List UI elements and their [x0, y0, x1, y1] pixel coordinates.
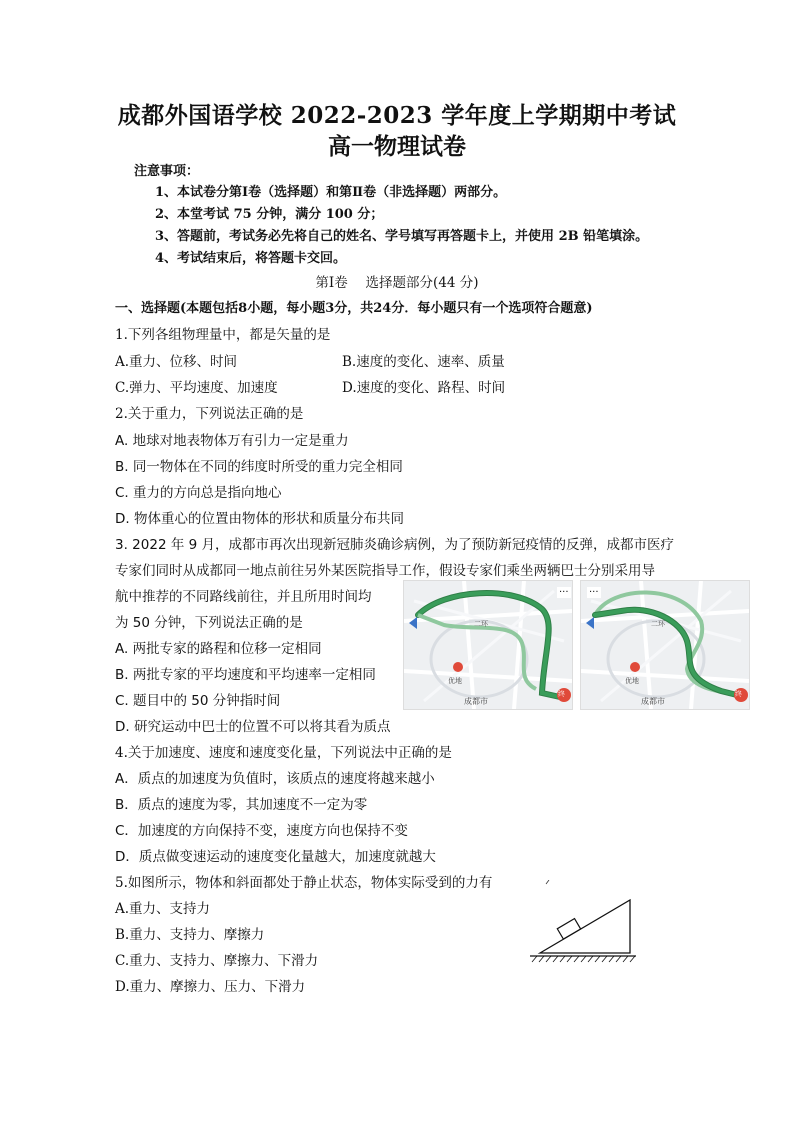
q1-option-a: A.重力、位移、时间	[115, 354, 238, 370]
right-map-city-label: 成都市	[641, 697, 665, 706]
q5-option-c: C.重力、支持力、摩擦力、下滑力	[115, 953, 319, 969]
right-map-end-marker: 终	[735, 690, 742, 698]
q3-stem-line3: 航中推荐的不同路线前往，并且所用时间均	[115, 589, 372, 605]
q1-option-d: D.速度的变化、路程、时间	[342, 380, 506, 396]
q1-stem: 1.下列各组物理量中，都是矢量的是	[115, 327, 331, 343]
exam-subtitle: 高一物理试卷	[328, 133, 466, 160]
right-map-more-icon[interactable]: ···	[589, 587, 599, 598]
incline-diagram	[528, 880, 638, 970]
left-map-end-marker: 终	[558, 690, 565, 698]
q1-option-b: B.速度的变化、速率、质量	[342, 354, 505, 370]
q3-stem-line2: 专家们同时从成都同一地点前往另外某医院指导工作，假设专家们乘坐两辆巴士分别采用导	[115, 563, 655, 579]
q3-option-c: C. 题目中的 50 分钟指时间	[115, 693, 281, 709]
q3-option-b: B. 两批专家的平均速度和平均速率一定相同	[115, 667, 376, 683]
q5-stem: 5.如图所示，物体和斜面都处于静止状态，物体实际受到的力有	[115, 875, 493, 891]
route-map-right	[580, 580, 750, 710]
route-map-left-svg	[404, 581, 572, 709]
q3-option-a: A. 两批专家的路程和位移一定相同	[115, 641, 322, 657]
note-1: 1、本试卷分第Ⅰ卷（选择题）和第Ⅱ卷（非选择题）两部分。	[155, 185, 507, 200]
q2-option-c: C. 重力的方向总是指向地心	[115, 485, 282, 501]
part-heading: 一、选择题(本题包括8小题，每小题3分，共24分．每小题只有一个选项符合题意)	[115, 301, 593, 316]
q3-option-d: D. 研究运动中巴士的位置不可以将其看为质点	[115, 719, 391, 735]
q4-option-d: D．质点做变速运动的速度变化量越大，加速度就越大	[115, 849, 436, 865]
route-map-right-svg	[581, 581, 749, 709]
q4-stem: 4.关于加速度、速度和速度变化量，下列说法中正确的是	[115, 745, 452, 761]
q3-stem-line4: 为 50 分钟，下列说法正确的是	[115, 615, 303, 631]
q5-option-a: A.重力、支持力	[115, 901, 211, 917]
route-map-left	[403, 580, 573, 710]
note-2: 2、本堂考试 75 分钟，满分 100 分；	[155, 207, 384, 222]
q2-option-a: A. 地球对地表物体万有引力一定是重力	[115, 433, 349, 449]
ground-hatching	[532, 956, 635, 962]
q4-option-a: A．质点的加速度为负值时，该质点的速度将越来越小	[115, 771, 435, 787]
q2-option-d: D. 物体重心的位置由物体的形状和质量分布共同	[115, 511, 404, 527]
note-3: 3、答题前，考试务必先将自己的姓名、学号填写再答题卡上，并使用 2B 铅笔填涂。	[155, 229, 649, 244]
exam-title: 成都外国语学校 2022-2023 学年度上学期期中考试	[117, 102, 677, 129]
left-map-city-label: 成都市	[464, 697, 488, 706]
right-map-ring-label: 二环	[651, 620, 665, 628]
q5-option-d: D.重力、摩擦力、压力、下滑力	[115, 979, 306, 995]
q3-stem-line1: 3. 2022 年 9 月，成都市再次出现新冠肺炎确诊病例，为了预防新冠疫情的反弹，成都市医疗	[115, 537, 674, 553]
note-4: 4、考试结束后，将答题卡交回。	[155, 251, 347, 266]
q2-stem: 2.关于重力，下列说法正确的是	[115, 406, 304, 422]
incline-slope	[540, 900, 630, 953]
q2-option-b: B. 同一物体在不同的纬度时所受的重力完全相同	[115, 459, 403, 475]
left-map-poi-label: 优地	[448, 677, 462, 685]
left-map-ring-label: 二环	[474, 620, 488, 628]
q4-option-c: C．加速度的方向保持不变，速度方向也保持不变	[115, 823, 408, 839]
section-title: 第Ⅰ卷 选择题部分(44 分)	[315, 275, 479, 291]
q1-option-c: C.弹力、平均速度、加速度	[115, 380, 278, 396]
q5-option-b: B.重力、支持力、摩擦力	[115, 927, 265, 943]
q4-option-b: B．质点的速度为零，其加速度不一定为零	[115, 797, 368, 813]
left-map-more-icon[interactable]: ···	[559, 587, 569, 598]
right-map-poi-label: 优地	[625, 677, 639, 685]
notes-heading: 注意事项：	[134, 164, 200, 179]
diagram-tick-mark	[546, 880, 549, 884]
block-on-incline	[557, 919, 580, 939]
